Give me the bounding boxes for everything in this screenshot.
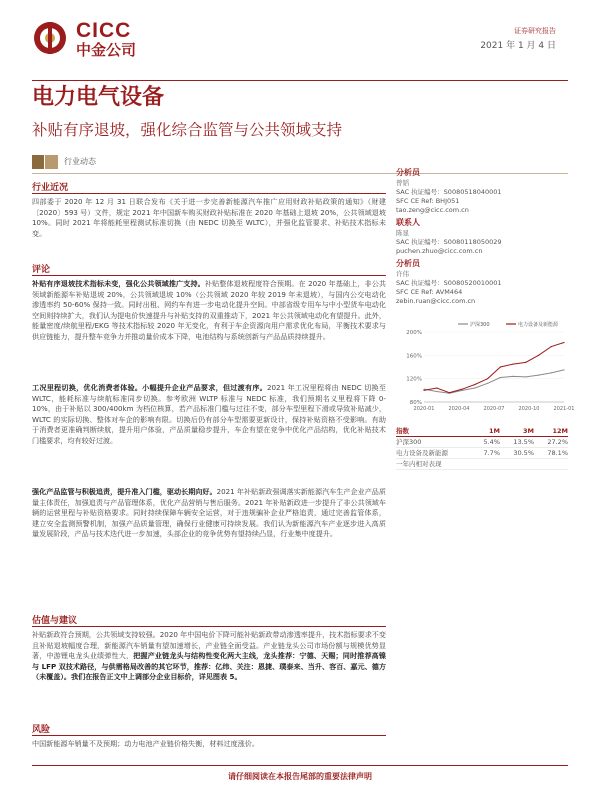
table-header-row xyxy=(396,426,568,437)
legend-label: 电力设备及新能源 xyxy=(518,322,559,328)
industry-title: 电力电气设备 xyxy=(32,85,165,110)
table-cell: 沪深300 xyxy=(396,438,422,446)
series-point xyxy=(462,390,463,391)
comment-p2-lead: 工况里程切换，优化消费者体验。小幅提升企业产品要求，但过渡有序。 xyxy=(32,383,268,392)
tag-label: 行业动态 xyxy=(64,157,96,166)
x-tick-label: 2020-01 xyxy=(413,406,435,412)
section-heading-valuation: 估值与建议 xyxy=(32,616,78,626)
valuation-body: 补贴新政符合预期，公共领域支持较强。2020 年中国电价下降可能补贴新政带动渗透率提升，技术指标要求不变且补贴退坡幅度合理，新能源汽车销量有望加速增长，产业链全面受益。产业链龙头公司市场份额与规模优势显著，中游锂电龙头业绩弹性大， xyxy=(32,630,386,661)
table-row xyxy=(396,448,568,459)
series-point xyxy=(512,363,513,364)
report-subtitle: 补贴有序退坡，强化综合监管与公共领域支持 xyxy=(32,121,343,139)
risks-paragraph: 中国新能源车销量不及预期；动力电池产业链价格失衡，材料过度涨价。 xyxy=(32,739,259,748)
y-tick-label: 80% xyxy=(409,400,422,406)
series-point xyxy=(462,389,463,390)
section-heading-risks: 风险 xyxy=(32,725,51,735)
series-point xyxy=(474,387,475,388)
y-tick-label: 160% xyxy=(406,353,422,360)
section-rule xyxy=(32,735,386,736)
legend-label: 沪深300 xyxy=(470,322,490,328)
section-rule xyxy=(32,626,386,627)
series-point xyxy=(551,346,552,347)
logo-text-cn: 中金公司 xyxy=(76,41,137,59)
analyst-license: SAC 执证编号：S0080520010001 xyxy=(396,279,502,287)
section-rule xyxy=(32,275,386,276)
comment-paragraph-3 xyxy=(32,487,386,540)
section-heading-events: 行业近况 xyxy=(32,183,69,193)
footer-divider xyxy=(32,765,568,766)
analyst-email[interactable]: tao.zeng@cicc.com.cn xyxy=(396,206,469,214)
analyst-panel xyxy=(396,165,568,306)
comment-p2-body: 2021 年工况里程将由 NEDC 切换至 WLTC，能耗标准与续航标准同步切换。参考欧洲 WLTP 标准与 NEDC 标准，我们预期名义里程将下降 0-10%，由于补贴以 300/400km 为档位核算，若产品标准门槛与过往不变，部分车型里程下滑或导致补贴减少，WLTC 的实际切换、整体对车企的影响有限。切换后仍有部分车型需要更新设计，保持补贴资格不受影响。有助于消费者更准确判断续航，提升用户体验，产品质量稳步提升，车企有望在竞争中优化产品结构，优化补贴技术门槛要求，均有较好过渡。 xyxy=(32,383,386,445)
table-row xyxy=(396,437,568,448)
x-tick-label: 2021-01 xyxy=(553,406,575,412)
comment-p3-lead: 强化产品监管与积极追责，提升准入门槛，驱动长期向好。 xyxy=(32,487,217,496)
chart-series xyxy=(423,342,564,394)
cicc-logo xyxy=(32,20,162,62)
contact-heading: 联系人 xyxy=(396,218,420,227)
table-cell: 78.1% xyxy=(547,449,568,457)
table-header-cell: 指数 xyxy=(396,427,409,435)
table-header-cell: 12M xyxy=(552,427,568,435)
series-point xyxy=(474,384,475,385)
series-point xyxy=(538,375,539,376)
table-cell: 30.5% xyxy=(513,449,534,457)
table-cell: 7.7% xyxy=(483,449,500,457)
series-line xyxy=(424,343,564,393)
y-tick-label: 200% xyxy=(406,330,422,336)
series-point xyxy=(436,391,437,392)
series-point xyxy=(436,387,437,388)
table-row xyxy=(396,459,568,470)
analyst-heading: 分析员 xyxy=(396,259,420,268)
table-cell: 电力设备及新能源 xyxy=(396,449,448,457)
analyst-license: SAC 执证编号：S0080518040001 xyxy=(396,188,502,196)
y-tick-label: 120% xyxy=(406,376,422,383)
x-axis xyxy=(414,402,575,412)
series-point xyxy=(525,362,526,363)
series-point xyxy=(423,389,424,390)
analyst-name: 曾韬 xyxy=(396,179,409,187)
report-date: 2021 年 1 月 4 日 xyxy=(480,41,556,51)
series-point xyxy=(551,372,552,373)
table-header-cell: 1M xyxy=(489,427,500,435)
events-paragraph: 四部委于 2020 年 12 月 31 日联合发布《关于进一步完善新能源汽车推广应用财政补贴政策的通知》（财建〔2020〕593 号）文件，规定 2021 年中国新车购买财政补贴标准在 2020 年基础上退坡 20%，公共领域退坡 10%。同时 2021 年将能耗里程测试标准切换（由 NEDC 切换至 WLTC），并强化监管要求、补贴技术指标未变。 xyxy=(32,197,386,238)
series-point xyxy=(563,369,564,370)
analyst-name: 许伟 xyxy=(396,270,409,278)
table-cell: 13.5% xyxy=(513,438,534,446)
comment-p1-lead: 补贴有序退坡技术指标未变，强化公共领域推广支持。 xyxy=(32,279,205,288)
comment-p1-body: 补贴整体退坡程度符合预期。在 2020 年基础上，非公共领域新能源车补贴退坡 20%，公共领域退坡 10%（公共领域 2020 年较 2019 年未退坡），与国内公交电动化渗透率约 50-60% 保持一致。同时出租、网约车有进一步电动化提升空间。中部省级专用车与中小型货车电动化空间则持续扩大，我们认为提电价快速提升与补贴支持的双重推动下，2021 年公共领域电动化有望提升。此外，能量密度/续航里程/EKG 等技术指标较 2020 年无变化，有利于车企资源向用户需求优化布局，平衡技术要求与供应链能力，提升整车竞争力并推动量价成本下降，电池结构与系统创新与产品品质持续提升。 xyxy=(32,279,387,341)
performance-chart xyxy=(398,318,575,418)
chart-legend xyxy=(458,321,559,328)
report-tag xyxy=(32,155,152,169)
section-rule xyxy=(32,193,386,194)
logo-text-en: CICC xyxy=(76,19,132,42)
analyst-sfc: SFC CE Ref: BHJ051 xyxy=(396,197,460,205)
title-divider xyxy=(32,80,568,81)
x-tick-label: 2020-04 xyxy=(448,406,470,412)
comment-paragraph-1 xyxy=(32,279,386,343)
x-tick-label: 2020-10 xyxy=(518,406,540,412)
series-point xyxy=(487,378,488,379)
footer-disclaimer: 请仔细阅读在本报告尾部的重要法律声明 xyxy=(228,772,372,781)
tag-block-dark xyxy=(32,155,44,169)
series-point xyxy=(500,377,501,378)
table-cell: 5.4% xyxy=(483,438,500,446)
contact-email[interactable]: puchen.zhuo@cicc.com.cn xyxy=(396,247,483,255)
table-cell xyxy=(466,459,500,469)
comment-paragraph-2 xyxy=(32,383,386,447)
table-header-cell: 3M xyxy=(523,427,534,435)
contact-license: SAC 执证编号：S0080118050029 xyxy=(396,238,502,246)
section-heading-comment: 评论 xyxy=(32,265,51,275)
analyst-sfc: SFC CE Ref: AVM464 xyxy=(396,288,463,296)
analyst-heading: 分析员 xyxy=(396,168,420,177)
valuation-recommendation: 把握产业链龙头与结构性变化两大主线，龙头推荐：宁德、天赐；同时推荐高镍与 LFP 双技术路径，与供需格局改善的其它环节，推荐：亿纬、关注：恩捷、璞泰来、当升、容百、嘉元、德方（未覆盖）。我们在报告正文中上调部分企业目标价，详见图表 5。 xyxy=(32,651,387,682)
series-point xyxy=(525,376,526,377)
tag-block-light xyxy=(45,155,58,169)
cicc-logo-mark-icon xyxy=(32,20,68,56)
series-point xyxy=(538,355,539,356)
series-point xyxy=(487,383,488,384)
performance-table xyxy=(396,426,568,470)
table-cell: 27.2% xyxy=(547,438,568,446)
x-tick-label: 2020-07 xyxy=(483,406,505,412)
series-point xyxy=(449,392,450,393)
valuation-paragraph xyxy=(32,630,386,683)
table-cell: 一年内相对表现 xyxy=(396,460,442,468)
contact-name: 陈显 xyxy=(396,229,409,237)
series-point xyxy=(512,376,513,377)
report-type: 证券研究报告 xyxy=(514,27,556,35)
series-point xyxy=(500,366,501,367)
y-axis xyxy=(406,330,564,406)
table-cell xyxy=(500,459,534,469)
series-point xyxy=(563,342,564,343)
table-cell xyxy=(534,459,568,469)
series-point xyxy=(423,390,424,391)
analyst-email[interactable]: zebin.ruan@cicc.com.cn xyxy=(396,297,476,305)
comment-p3-body: 2021 年补贴新政强调落实新能源汽车生产企业产品质量主体责任，加强追责与产品管理体系，优化产品营销与售后服务。2021 年补贴新政进一步提升了非公共领域车辆的运营里程与补贴资格要求。同时持续保障车辆安全运营，对于违规骗补企业严格追责，通过完善监管体系，建立安全监测预警机制，加强产品质量管理，确保行业健康可持续发展。我们认为新能源汽车产业逐步进入高质量发展阶段，产品与技术迭代进一步加速，头部企业的竞争优势有望持续凸显，行业集中度提升。 xyxy=(32,487,386,539)
